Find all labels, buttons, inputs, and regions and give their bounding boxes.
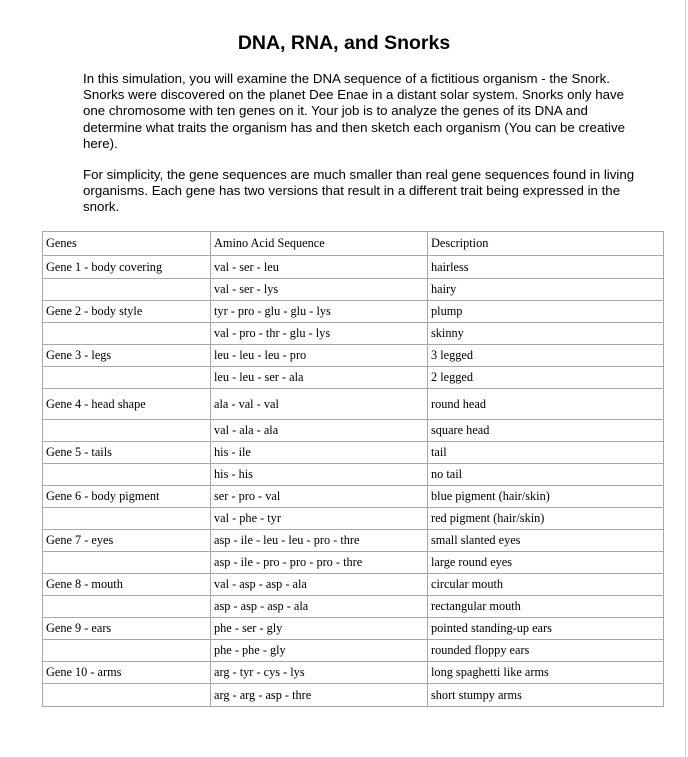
table-header-row <box>43 232 664 256</box>
description-cell: red pigment (hair/skin) <box>428 508 664 530</box>
description-cell: skinny <box>428 323 664 345</box>
description-cell: tail <box>428 442 664 464</box>
description-cell: 2 legged <box>428 367 664 389</box>
header-description: Description <box>428 232 664 256</box>
table-row <box>43 552 664 574</box>
gene-cell <box>43 323 211 345</box>
gene-cell <box>43 508 211 530</box>
table-row <box>43 618 664 640</box>
gene-cell: Gene 8 - mouth <box>43 574 211 596</box>
gene-cell: Gene 4 - head shape <box>43 389 211 420</box>
gene-cell <box>43 640 211 662</box>
gene-cell <box>43 684 211 707</box>
sequence-cell: leu - leu - ser - ala <box>211 367 428 389</box>
header-genes: Genes <box>43 232 211 256</box>
table-row <box>43 464 664 486</box>
sequence-cell: leu - leu - leu - pro <box>211 345 428 367</box>
gene-cell <box>43 464 211 486</box>
page-title: DNA, RNA, and Snorks <box>237 32 451 54</box>
sequence-cell: asp - asp - asp - ala <box>211 596 428 618</box>
description-cell: long spaghetti like arms <box>428 662 664 684</box>
description-cell: large round eyes <box>428 552 664 574</box>
description-cell: no tail <box>428 464 664 486</box>
description-cell: circular mouth <box>428 574 664 596</box>
description-cell: blue pigment (hair/skin) <box>428 486 664 508</box>
gene-cell: Gene 5 - tails <box>43 442 211 464</box>
gene-cell <box>43 552 211 574</box>
table-row <box>43 662 664 684</box>
table-row <box>43 486 664 508</box>
description-cell: pointed standing-up ears <box>428 618 664 640</box>
gene-cell: Gene 10 - arms <box>43 662 211 684</box>
table-row <box>43 256 664 279</box>
gene-cell <box>43 279 211 301</box>
sequence-cell: arg - tyr - cys - lys <box>211 662 428 684</box>
table-row <box>43 389 664 420</box>
description-cell: 3 legged <box>428 345 664 367</box>
table-row <box>43 301 664 323</box>
description-cell: round head <box>428 389 664 420</box>
sequence-cell: his - ile <box>211 442 428 464</box>
table-row <box>43 367 664 389</box>
table-row <box>43 574 664 596</box>
gene-cell: Gene 2 - body style <box>43 301 211 323</box>
sequence-cell: arg - arg - asp - thre <box>211 684 428 707</box>
gene-cell <box>43 420 211 442</box>
table-row <box>43 279 664 301</box>
table-row <box>43 684 664 707</box>
sequence-cell: val - pro - thr - glu - lys <box>211 323 428 345</box>
description-cell: square head <box>428 420 664 442</box>
table-row <box>43 420 664 442</box>
sequence-cell: phe - ser - gly <box>211 618 428 640</box>
sequence-cell: tyr - pro - glu - glu - lys <box>211 301 428 323</box>
description-cell: plump <box>428 301 664 323</box>
table-row <box>43 323 664 345</box>
sequence-cell: asp - ile - pro - pro - pro - thre <box>211 552 428 574</box>
sequence-cell: val - phe - tyr <box>211 508 428 530</box>
description-cell: hairy <box>428 279 664 301</box>
gene-cell <box>43 367 211 389</box>
gene-cell: Gene 9 - ears <box>43 618 211 640</box>
sequence-cell: ala - val - val <box>211 389 428 420</box>
gene-cell: Gene 3 - legs <box>43 345 211 367</box>
sequence-cell: ser - pro - val <box>211 486 428 508</box>
table-row <box>43 508 664 530</box>
description-cell: rounded floppy ears <box>428 640 664 662</box>
sequence-cell: val - ser - leu <box>211 256 428 279</box>
table-row <box>43 345 664 367</box>
gene-cell: Gene 6 - body pigment <box>43 486 211 508</box>
description-cell: short stumpy arms <box>428 684 664 707</box>
intro-paragraph: In this simulation, you will examine the DNA sequence of a fictitious organism - the Snork. Snorks were discovered on the planet Dee Enae in a distant solar system. Snorks only have one chromosome with ten genes on it. Your job is to analyze the genes of its DNA and determine what traits the organism has and then sketch each organism (You can be creative here). <box>83 71 626 151</box>
gene-cell: Gene 1 - body covering <box>43 256 211 279</box>
table-row <box>43 442 664 464</box>
description-cell: small slanted eyes <box>428 530 664 552</box>
table-row <box>43 596 664 618</box>
table-row <box>43 640 664 662</box>
sequence-cell: phe - phe - gly <box>211 640 428 662</box>
gene-table <box>42 231 664 707</box>
sequence-cell: his - his <box>211 464 428 486</box>
gene-cell <box>43 596 211 618</box>
sequence-cell: asp - ile - leu - leu - pro - thre <box>211 530 428 552</box>
sequence-cell: val - ala - ala <box>211 420 428 442</box>
header-sequence: Amino Acid Sequence <box>211 232 428 256</box>
description-cell: rectangular mouth <box>428 596 664 618</box>
note-paragraph: For simplicity, the gene sequences are much smaller than real gene sequences found in living organisms. Each gene has two versions that result in a different trait being expressed in the snork. <box>83 167 635 215</box>
description-cell: hairless <box>428 256 664 279</box>
table-row <box>43 530 664 552</box>
gene-cell: Gene 7 - eyes <box>43 530 211 552</box>
sequence-cell: val - ser - lys <box>211 279 428 301</box>
sequence-cell: val - asp - asp - ala <box>211 574 428 596</box>
